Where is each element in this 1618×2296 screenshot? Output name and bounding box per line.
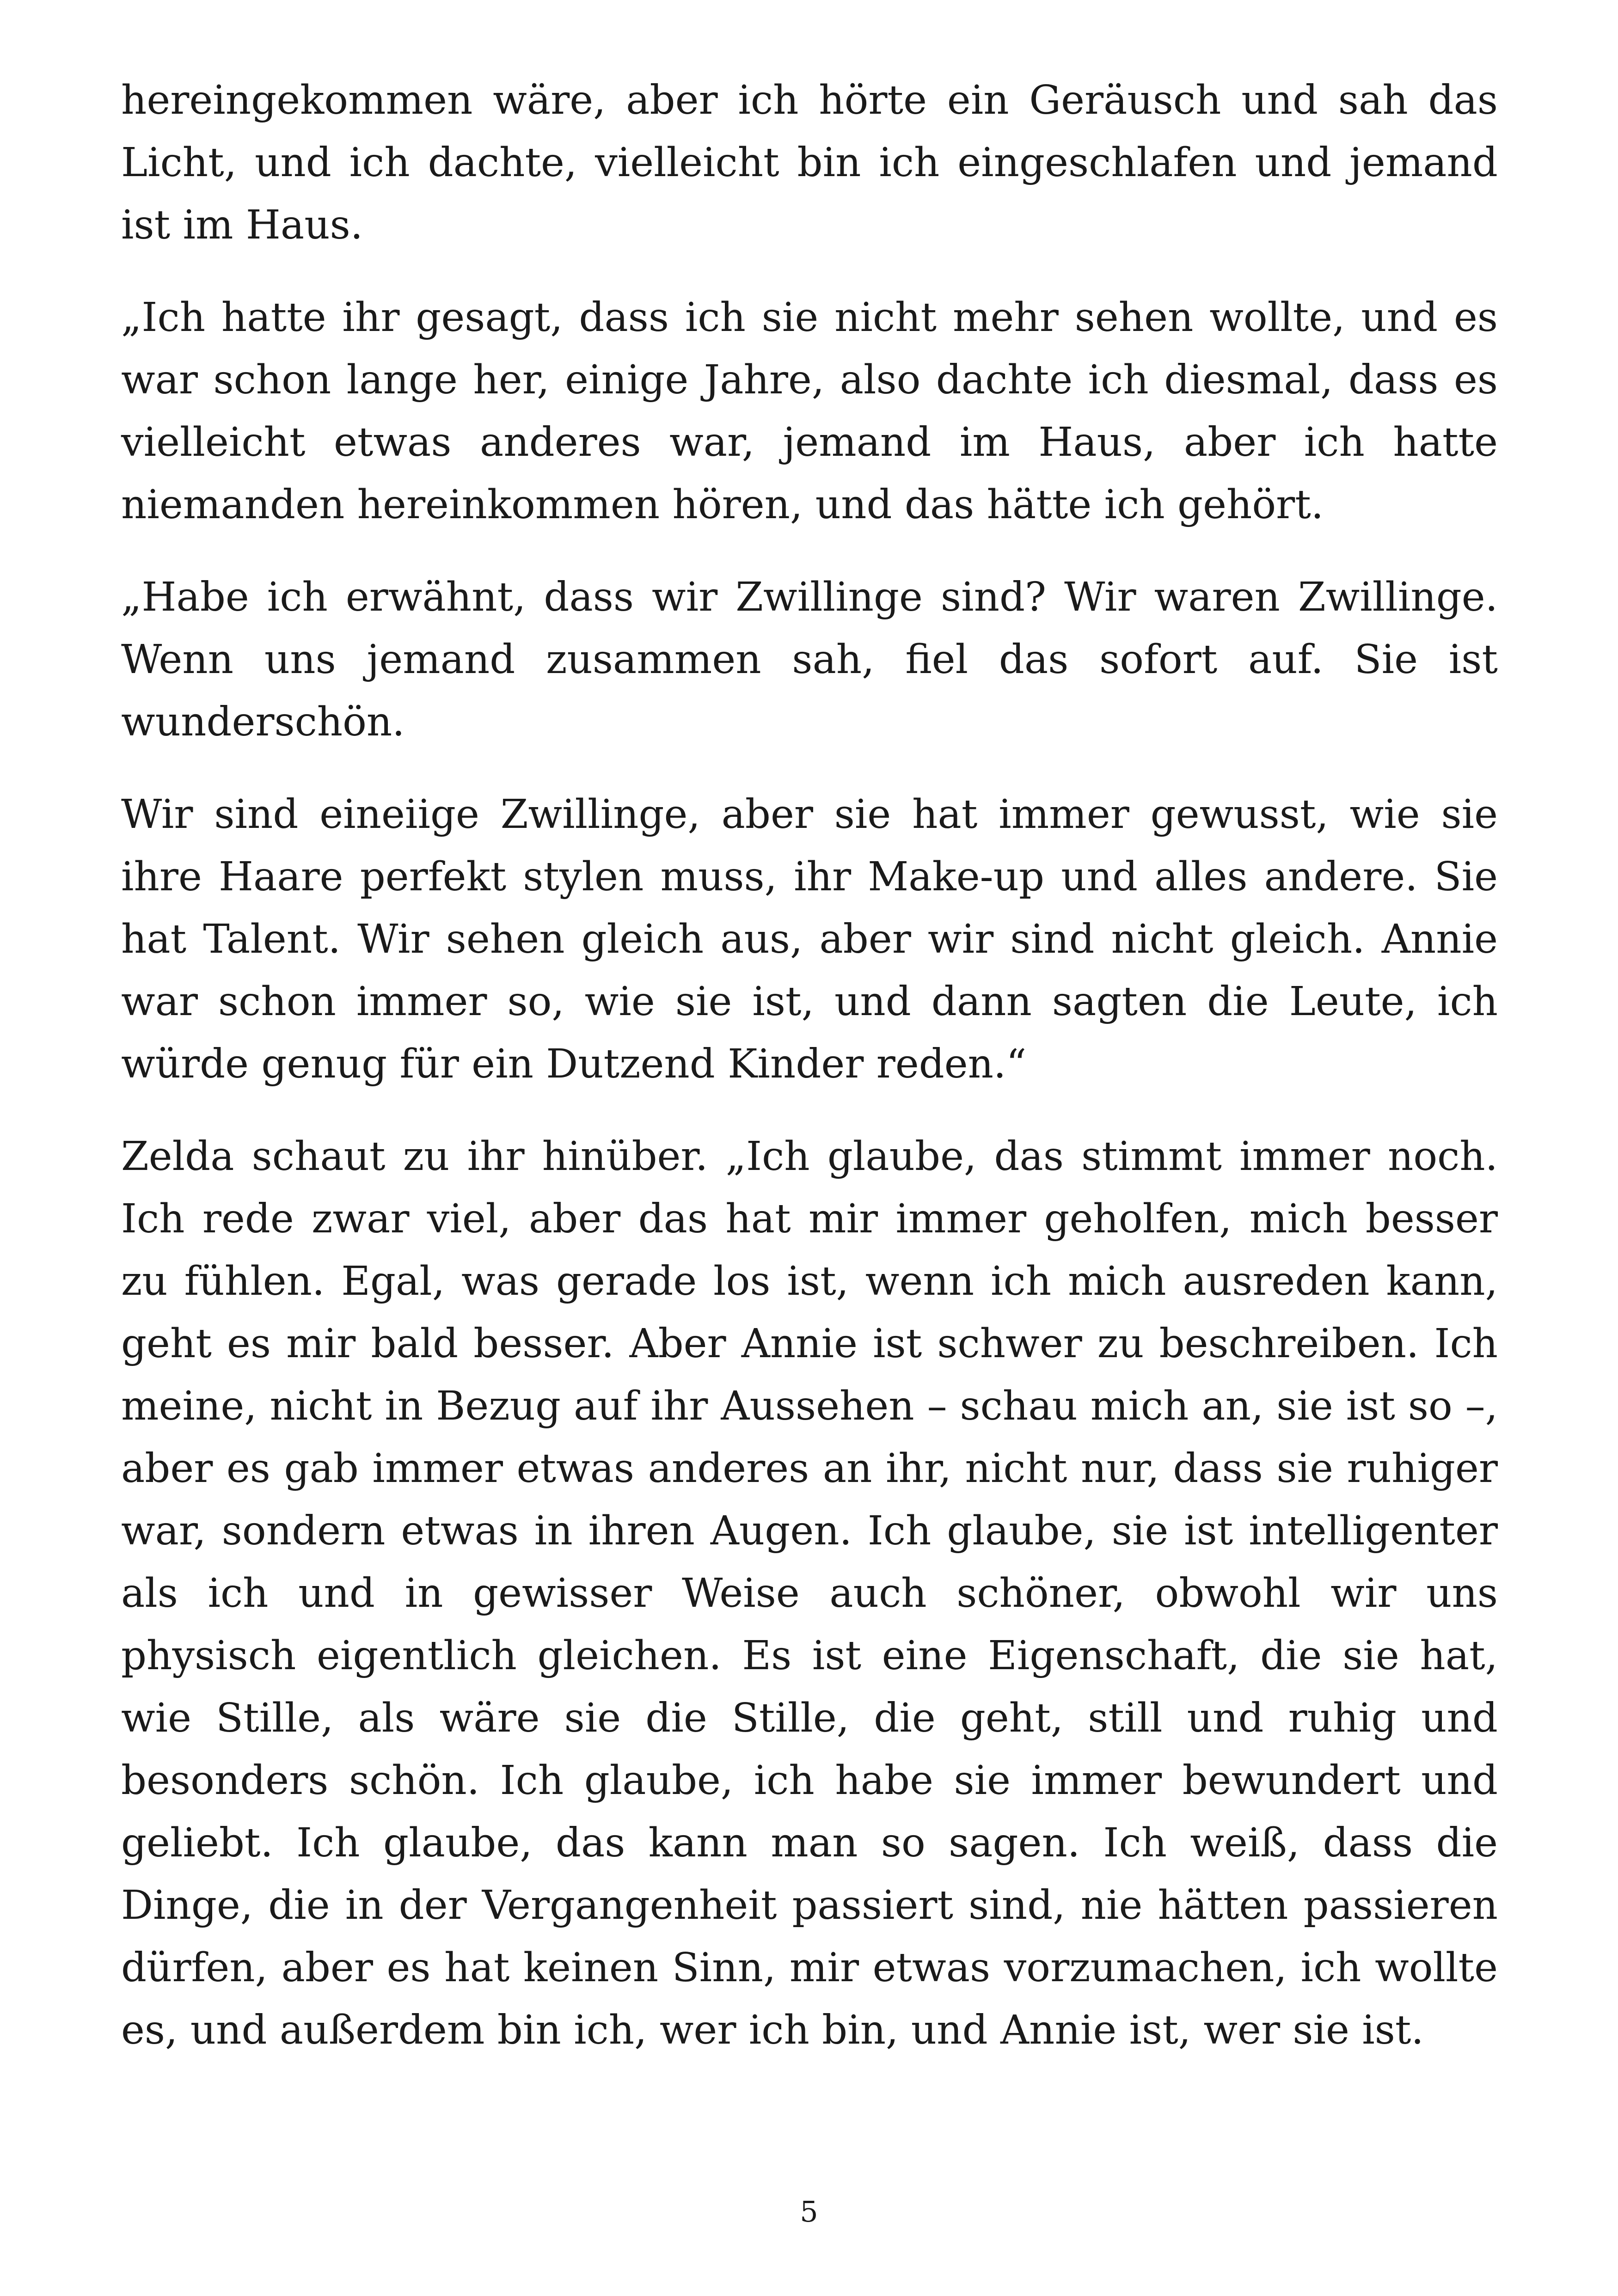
paragraph: hereingekommen wäre, aber ich hörte ein Geräusch und sah das Licht, und ich dachte, vielleicht bin ich eingeschlafen und jemand ist im Haus. bbox=[121, 77, 1498, 248]
paragraph: „Habe ich erwähnt, dass wir Zwillinge sind? Wir waren Zwillinge. Wenn uns jemand zusammen sah, fiel das sofort auf. Sie ist wunderschön. bbox=[121, 574, 1498, 745]
body-text bbox=[121, 69, 1498, 2092]
paragraph: Wir sind eineiige Zwillinge, aber sie hat immer gewusst, wie sie ihre Haare perfekt stylen muss, ihr Make-up und alles andere. Sie hat Talent. Wir sehen gleich aus, aber wir sind nicht gleich. Annie war schon immer so, wie sie ist, und dann sagten die Leute, ich würde genug für ein Dutzend Kinder reden.“ bbox=[121, 791, 1498, 1087]
paragraph: Zelda schaut zu ihr hinüber. „Ich glaube, das stimmt immer noch. Ich rede zwar viel, aber das hat mir immer geholfen, mich besser zu fühlen. Egal, was gerade los ist, wenn ich mich ausreden kann, geht es mir bald besser. Aber Annie ist schwer zu beschreiben. Ich meine, nicht in Bezug auf ihr Aussehen – schau mich an, sie ist so –, aber es gab immer etwas anderes an ihr, nicht nur, dass sie ruhiger war, sondern etwas in ihren Augen. Ich glaube, sie ist intelligenter als ich und in gewisser Weise auch schöner, obwohl wir uns physisch eigentlich gleichen. Es ist eine Eigenschaft, die sie hat, wie Stille, als wäre sie die Stille, die geht, still und ruhig und besonders schön. Ich glaube, ich habe sie immer bewundert und geliebt. Ich glaube, das kann man so sagen. Ich weiß, dass die Dinge, die in der Vergangenheit passiert sind, nie hätten passieren dürfen, aber es hat keinen Sinn, mir etwas vorzumachen, ich wollte es, und außerdem bin ich, wer ich bin, und Annie ist, wer sie ist. bbox=[121, 1133, 1498, 2053]
page-number: 5 bbox=[800, 2195, 818, 2229]
paragraph: „Ich hatte ihr gesagt, dass ich sie nicht mehr sehen wollte, und es war schon lange her, einige Jahre, also dachte ich diesmal, dass es vielleicht etwas anderes war, jemand im Haus, aber ich hatte niemanden hereinkommen hören, und das hätte ich gehört. bbox=[121, 294, 1498, 528]
